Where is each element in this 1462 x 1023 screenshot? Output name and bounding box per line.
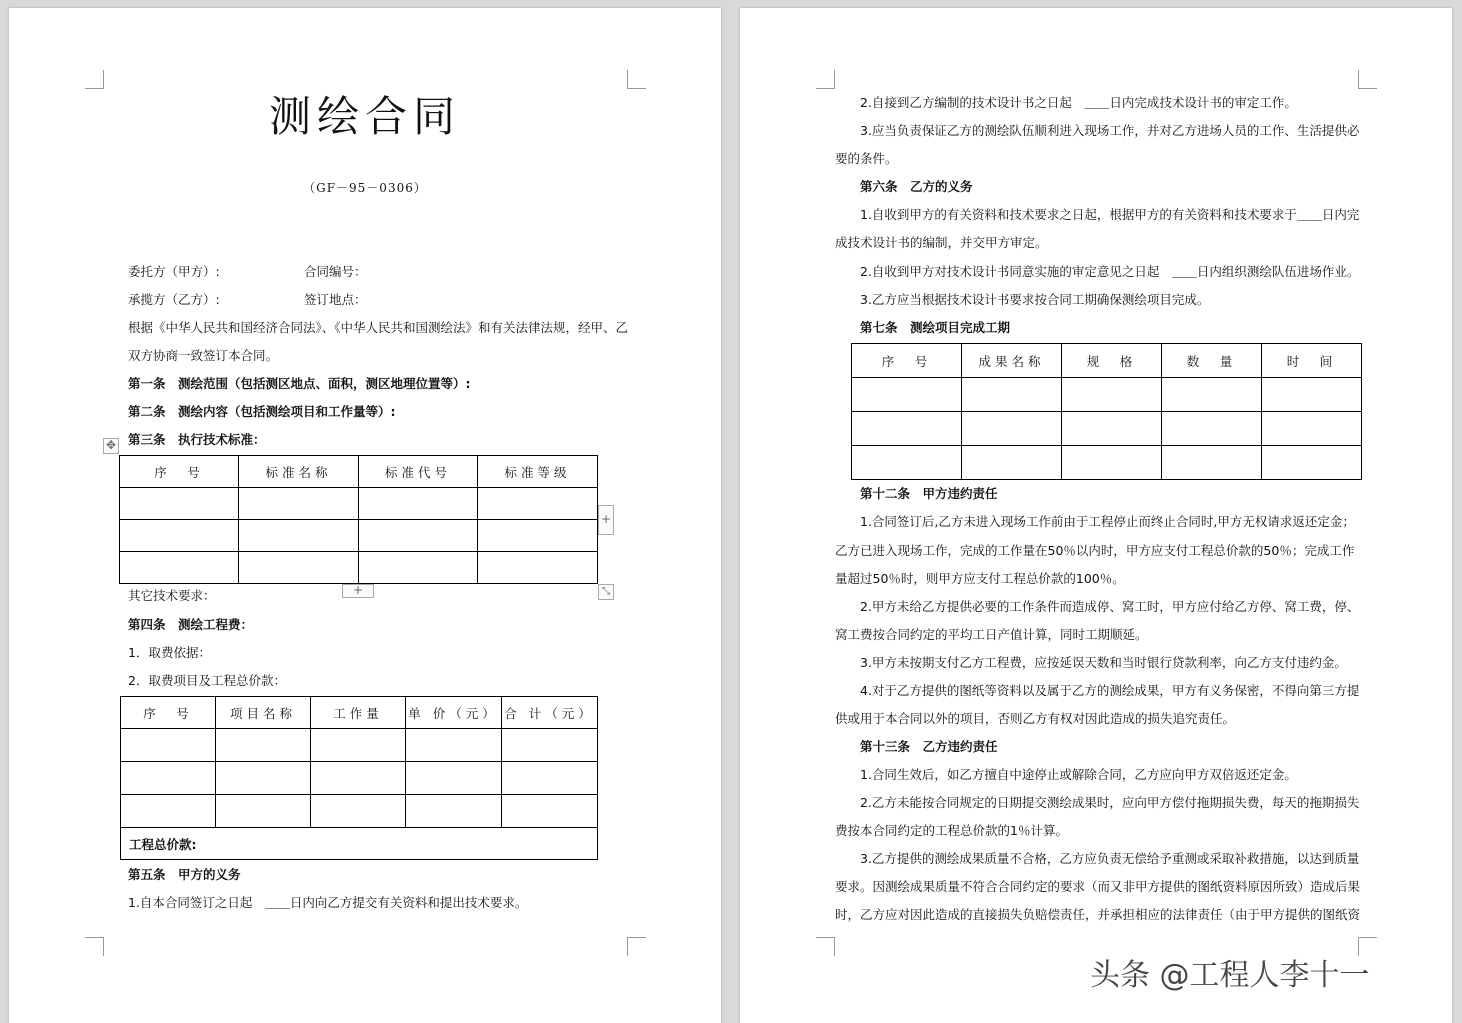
clause-text: 费按本合同约定的工程总价款的1％计算。 [835, 823, 1068, 838]
add-row-icon[interactable]: + [342, 584, 374, 598]
table-cell[interactable] [478, 488, 598, 520]
clause-text: 3.乙方应当根据技术设计书要求按合同工期确保测绘项目完成。 [860, 292, 1210, 307]
table-cell[interactable] [120, 552, 239, 584]
article-heading: 第四条 测绘工程费： [128, 617, 254, 632]
table-cell[interactable] [406, 762, 502, 795]
article-heading: 第二条 测绘内容（包括测绘项目和工作量等）: [128, 404, 396, 419]
table-cell[interactable] [121, 795, 216, 828]
table-move-handle[interactable]: ✥ [103, 438, 119, 454]
table-cell[interactable] [216, 795, 311, 828]
table-cell[interactable] [962, 412, 1062, 446]
table-cell[interactable] [962, 446, 1062, 480]
table-cell[interactable] [852, 412, 962, 446]
article-heading: 第一条 测绘范围（包括测区地点、面积，测区地理位置等）: [128, 376, 471, 391]
table-cell[interactable] [1062, 378, 1162, 412]
total-price-label[interactable]: 工程总价款: [121, 828, 598, 860]
table-row [121, 729, 598, 762]
table-cell[interactable] [1062, 412, 1162, 446]
table-cell[interactable] [406, 729, 502, 762]
crop-mark [85, 70, 104, 89]
table-row [120, 488, 598, 520]
table-header-cell: 数 量 [1162, 344, 1262, 378]
table-cell[interactable] [359, 488, 478, 520]
table-cell[interactable] [1162, 378, 1262, 412]
article-heading: 第三条 执行技术标准： [128, 432, 266, 447]
clause-text: 乙方已进入现场工作，完成的工作量在50％以内时，甲方应支付工程总价款的50％；完成工作 [835, 543, 1355, 558]
table-cell[interactable] [478, 552, 598, 584]
clause-text: 1.合同生效后，如乙方擅自中途停止或解除合同，乙方应向甲方双倍返还定金。 [860, 767, 1297, 782]
document-code: （GF－95－0306） [303, 181, 427, 195]
table-cell[interactable] [120, 488, 239, 520]
crop-mark [816, 70, 835, 89]
table-cell[interactable] [1262, 378, 1362, 412]
article-heading: 第十三条 乙方违约责任 [860, 739, 998, 754]
table-cell[interactable] [1062, 446, 1162, 480]
table-cell[interactable] [311, 762, 406, 795]
clause-text: 2.自收到甲方对技术设计书同意实施的审定意见之日起 ＿＿日内组织测绘队伍进场作业。 [860, 264, 1360, 279]
clause-text: 要求。因测绘成果质量不符合合同约定的要求（而又非甲方提供的图纸资料原因所致）造成后果 [835, 879, 1361, 894]
clause-text: 3.甲方未按期支付乙方工程费，应按延误天数和当时银行贷款利率，向乙方支付违约金。 [860, 655, 1347, 670]
table-cell[interactable] [962, 378, 1062, 412]
clause-text: 1.合同签订后,乙方未进入现场工作前由于工程停止而终止合同时,甲方无权请求返还定金； [860, 514, 1355, 529]
intro-text: 根据《中华人民共和国经济合同法》、《中华人民共和国测绘法》和有关法律法规，经甲、乙 [128, 320, 629, 335]
table-row [121, 795, 598, 828]
crop-mark [1358, 70, 1377, 89]
table-cell[interactable] [852, 378, 962, 412]
clause-text: 供或用于本合同以外的项目，否则乙方有权对因此造成的损失追究责任。 [835, 711, 1236, 726]
table-cell[interactable] [216, 729, 311, 762]
table-header-cell: 工作量 [311, 697, 406, 729]
party-a-label: 委托方（甲方）: [128, 264, 220, 279]
table-cell[interactable] [121, 729, 216, 762]
table-cell[interactable] [852, 446, 962, 480]
crop-mark [816, 937, 835, 956]
table-header-cell: 标准代号 [359, 456, 478, 488]
sign-place-label: 签订地点： [304, 292, 367, 307]
table-header-cell: 时 间 [1262, 344, 1362, 378]
table-row [852, 378, 1362, 412]
table-cell[interactable] [502, 729, 598, 762]
article-heading: 第六条 乙方的义务 [860, 179, 973, 194]
clause-text: 1.自收到甲方的有关资料和技术要求之日起，根据甲方的有关资料和技术要求于＿＿日内完 [860, 207, 1360, 222]
add-column-icon[interactable]: + [598, 505, 614, 535]
table-row [121, 762, 598, 795]
table-header-cell: 成果名称 [962, 344, 1062, 378]
crop-mark [627, 70, 646, 89]
table-cell[interactable] [359, 520, 478, 552]
table-total-row [121, 828, 598, 860]
article-heading: 第十二条 甲方违约责任 [860, 486, 998, 501]
table-header-cell: 合 计（元） [502, 697, 598, 729]
table-header-cell: 序 号 [121, 697, 216, 729]
table-header-cell: 项目名称 [216, 697, 311, 729]
table-cell[interactable] [216, 762, 311, 795]
table-header-cell: 标准名称 [239, 456, 359, 488]
clause-text: 窝工费按合同约定的平均工日产值计算，同时工期顺延。 [835, 627, 1148, 642]
table-resize-icon[interactable]: ⤡ [598, 584, 614, 600]
fee-item: 1．取费依据： [128, 645, 211, 660]
fee-table [120, 696, 598, 860]
crop-mark [85, 937, 104, 956]
crop-mark [627, 937, 646, 956]
table-cell[interactable] [120, 520, 239, 552]
table-cell[interactable] [239, 520, 359, 552]
table-cell[interactable] [1262, 412, 1362, 446]
clause-text: 3.应当负责保证乙方的测绘队伍顺利进入现场工作，并对乙方进场人员的工作、生活提供必 [860, 123, 1360, 138]
table-cell[interactable] [359, 552, 478, 584]
table-row [852, 412, 1362, 446]
clause-text: 2.乙方未能按合同规定的日期提交测绘成果时，应向甲方偿付拖期损失费，每天的拖期损失 [860, 795, 1360, 810]
table-header-cell: 规 格 [1062, 344, 1162, 378]
contract-no-label: 合同编号： [304, 264, 367, 279]
article-heading: 第五条 甲方的义务 [128, 867, 241, 882]
clause-text: 2.自接到乙方编制的技术设计书之日起 ＿＿日内完成技术设计书的审定工作。 [860, 95, 1297, 110]
table-cell[interactable] [239, 488, 359, 520]
intro-text: 双方协商一致签订本合同。 [128, 348, 279, 363]
table-header-cell: 标准等级 [478, 456, 598, 488]
clause-text: 2.甲方未给乙方提供必要的工作条件而造成停、窝工时，甲方应付给乙方停、窝工费，停、 [860, 599, 1360, 614]
clause-text: 量超过50％时，则甲方应支付工程总价款的100％。 [835, 571, 1125, 586]
table-header-cell: 单 价（元） [406, 697, 502, 729]
document-title: 测绘合同 [268, 92, 461, 141]
article-heading: 第七条 测绘项目完成工期 [860, 320, 1011, 335]
clause-text: 1.自本合同签订之日起 ＿＿日内向乙方提交有关资料和提出技术要求。 [128, 895, 528, 910]
table-row [852, 446, 1362, 480]
table-cell[interactable] [311, 729, 406, 762]
table-header-cell: 序 号 [120, 456, 239, 488]
table-cell[interactable] [502, 795, 598, 828]
clause-text: 要的条件。 [835, 151, 898, 166]
table-cell[interactable] [239, 552, 359, 584]
table-cell[interactable] [478, 520, 598, 552]
table-cell[interactable] [121, 762, 216, 795]
table-cell[interactable] [406, 795, 502, 828]
table-header-cell: 序 号 [852, 344, 962, 378]
table-row [120, 520, 598, 552]
table-cell[interactable] [1162, 412, 1262, 446]
clause-text: 成技术设计书的编制，并交甲方审定。 [835, 235, 1048, 250]
table-cell[interactable] [311, 795, 406, 828]
schedule-table [851, 343, 1362, 480]
table-cell[interactable] [502, 762, 598, 795]
party-b-label: 承揽方（乙方）: [128, 292, 220, 307]
watermark-text: 头条 @工程人李十一 [1090, 958, 1370, 993]
fee-item: 2．取费项目及工程总价款： [128, 673, 286, 688]
clause-text: 时，乙方应对因此造成的直接损失负赔偿责任，并承担相应的法律责任（由于甲方提供的图纸资 [835, 907, 1361, 922]
clause-text: 3.乙方提供的测绘成果质量不合格，乙方应负责无偿给予重测或采取补救措施，以达到质量 [860, 851, 1360, 866]
table-header-row [120, 456, 598, 488]
table-row [120, 552, 598, 584]
document-page-2 [740, 8, 1452, 1023]
clause-text: 4.对于乙方提供的图纸等资料以及属于乙方的测绘成果，甲方有义务保密，不得向第三方提 [860, 683, 1360, 698]
table-header-row [852, 344, 1362, 378]
table-cell[interactable] [1262, 446, 1362, 480]
table-cell[interactable] [1162, 446, 1262, 480]
document-page-1 [9, 8, 721, 1023]
standards-table [119, 455, 598, 584]
table-header-row [121, 697, 598, 729]
other-tech-label: 其它技术要求： [128, 588, 216, 603]
